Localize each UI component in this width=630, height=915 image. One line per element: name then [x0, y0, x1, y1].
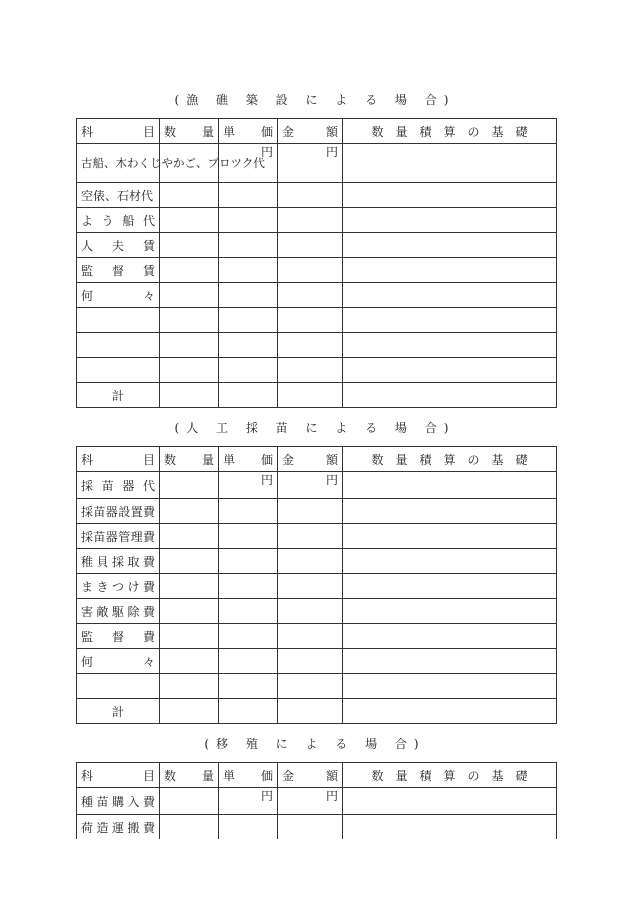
item-cell: 採苗器代: [81, 478, 155, 493]
table-row: [77, 308, 557, 333]
item-cell: まきつけ費: [81, 579, 155, 594]
header-item: 科 目: [81, 452, 155, 467]
table-row: [77, 649, 557, 674]
table-row: [77, 524, 557, 549]
header-price: 単 価: [223, 768, 273, 783]
table-row: [77, 574, 557, 599]
header-amount: 金 額: [282, 452, 338, 467]
header-basis: 数 量 積 算 の 基 礎: [371, 768, 528, 783]
item-cell: 監督賃: [81, 263, 155, 278]
header-basis: 数 量 積 算 の 基 礎: [371, 124, 528, 139]
table-row: [77, 183, 557, 208]
header-price: 単 価: [223, 452, 273, 467]
item-cell: 稚貝採取費: [81, 554, 155, 569]
item-cell: 種苗購入費: [81, 794, 155, 809]
table-header-row: [77, 763, 557, 788]
table-artificial: [76, 446, 557, 724]
header-qty: 数 量: [164, 124, 214, 139]
table-row: [77, 599, 557, 624]
header-item: 科 目: [81, 768, 155, 783]
header-price: 単 価: [223, 124, 273, 139]
table-reef: [76, 118, 557, 408]
header-item: 科 目: [81, 124, 155, 139]
table-row: [77, 258, 557, 283]
header-qty: 数 量: [164, 768, 214, 783]
header-amount: 金 額: [282, 124, 338, 139]
item-cell: 採苗器管理費: [81, 529, 155, 544]
table-row: [77, 233, 557, 258]
item-cell: 空俵、石材代: [81, 188, 154, 203]
unit-yen: 円: [219, 144, 278, 183]
table-row: [77, 815, 557, 840]
table-row: [77, 549, 557, 574]
item-cell: 人夫賃: [81, 238, 155, 253]
table-row: [77, 788, 557, 815]
section-title-transplant: (移 殖 に よ る 場 合): [204, 737, 426, 751]
section-title-reef: (漁 礁 築 設 に よ る 場 合): [174, 93, 456, 107]
total-label: 計: [77, 383, 160, 408]
table-row: [77, 144, 557, 183]
table-transplant: [76, 762, 557, 839]
table-row: [77, 674, 557, 699]
unit-yen: 円: [219, 788, 278, 815]
table-row: [77, 624, 557, 649]
item-cell: 古船、木わくじやかご、ブロツク代: [77, 144, 160, 183]
header-qty: 数 量: [164, 452, 214, 467]
unit-yen: 円: [278, 144, 343, 183]
item-cell: 監督費: [81, 629, 155, 644]
table-row: [77, 208, 557, 233]
unit-yen: 円: [278, 472, 343, 499]
header-amount: 金 額: [282, 768, 338, 783]
table-header-row: [77, 119, 557, 144]
item-cell: 荷造運搬費: [81, 820, 155, 835]
table-row: [77, 472, 557, 499]
table-row: [77, 358, 557, 383]
item-cell: 害敵駆除費: [81, 604, 155, 619]
total-label: 計: [77, 699, 160, 724]
item-cell: 何々: [81, 288, 155, 303]
unit-yen: 円: [219, 472, 278, 499]
total-row: [77, 383, 557, 408]
total-row: [77, 699, 557, 724]
table-row: [77, 333, 557, 358]
header-basis: 数 量 積 算 の 基 礎: [371, 452, 528, 467]
item-cell: よう船代: [81, 213, 155, 228]
item-cell: 何々: [81, 654, 155, 669]
table-row: [77, 499, 557, 524]
unit-yen: 円: [278, 788, 343, 815]
item-cell: 採苗器設置費: [81, 504, 155, 519]
section-title-artificial: (人 工 採 苗 に よ る 場 合): [174, 421, 456, 435]
table-header-row: [77, 447, 557, 472]
table-row: [77, 283, 557, 308]
